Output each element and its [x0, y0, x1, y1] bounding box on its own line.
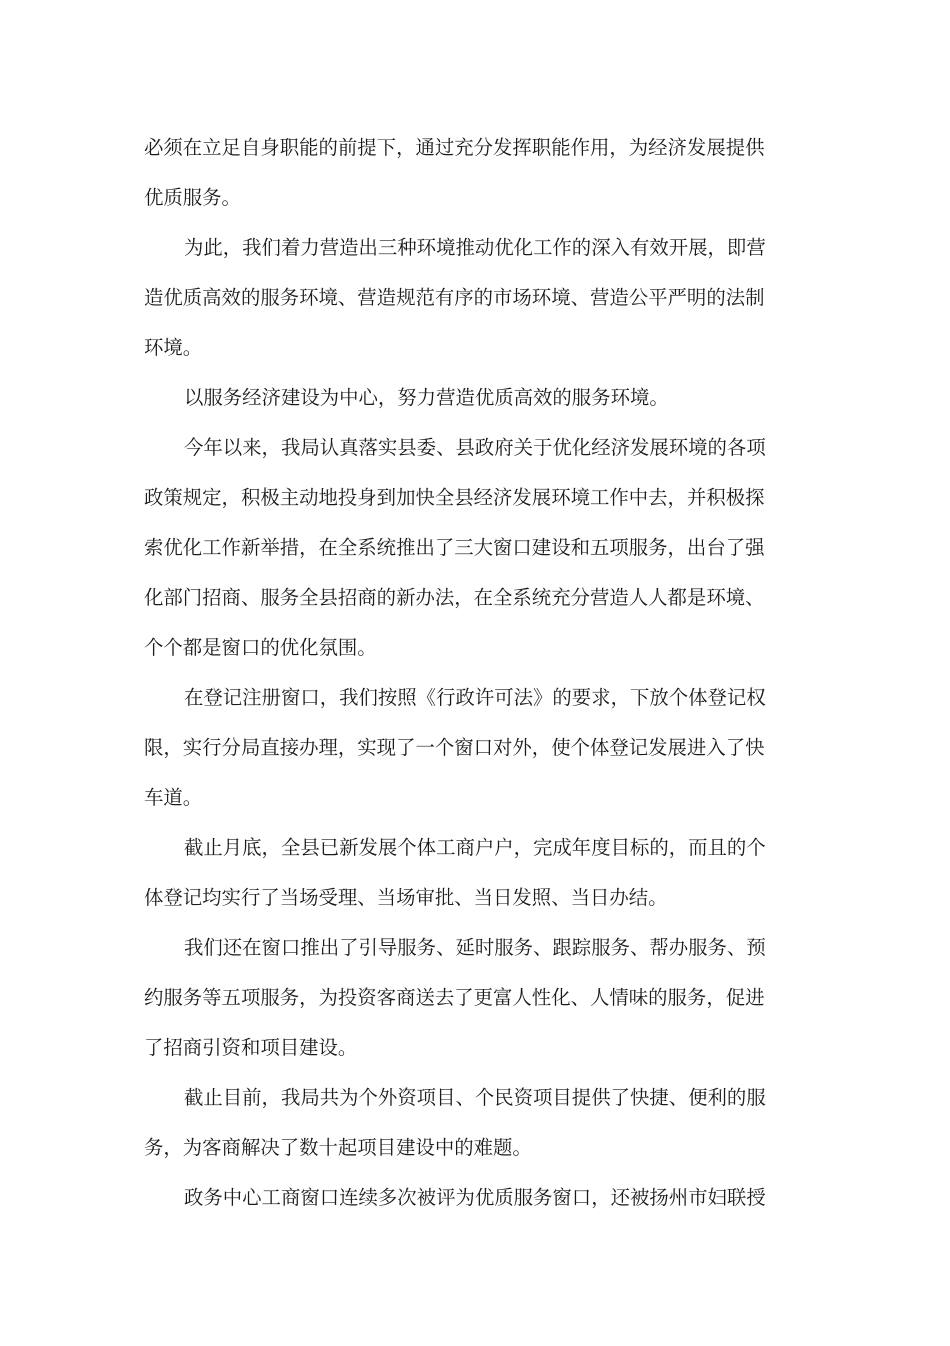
document-body [144, 123, 766, 1223]
paragraph [144, 923, 766, 1073]
paragraph [144, 823, 766, 923]
paragraph [144, 423, 766, 673]
text-line: 截止目前，我局共为个外资项目、个民资项目提供了快捷、便利的服 [184, 1086, 766, 1109]
text-line: 必须在立足自身职能的前提下，通过充分发挥职能作用，为经济发展提供 [144, 136, 765, 159]
text-line: 政务中心工商窗口连续多次被评为优质服务窗口，还被扬州市妇联授 [184, 1186, 766, 1209]
text-line: 在登记注册窗口，我们按照《行政许可法》的要求，下放个体登记权 [184, 686, 766, 709]
text-line: 车道。 [144, 786, 203, 809]
text-line: 优质服务。 [144, 186, 241, 209]
text-line: 造优质高效的服务环境、营造规范有序的市场环境、营造公平严明的法制 [144, 286, 765, 309]
paragraph [144, 223, 766, 373]
text-line: 限，实行分局直接办理，实现了一个窗口对外，使个体登记发展进入了快 [144, 736, 765, 759]
text-line: 索优化工作新举措，在全系统推出了三大窗口建设和五项服务，出台了强 [144, 536, 765, 559]
text-line: 为此，我们着力营造出三种环境推动优化工作的深入有效开展，即营 [184, 236, 766, 259]
paragraph [144, 1173, 766, 1223]
text-line: 约服务等五项服务，为投资客商送去了更富人性化、人情味的服务，促进 [144, 986, 765, 1009]
text-line: 以服务经济建设为中心，努力营造优质高效的服务环境。 [184, 386, 669, 409]
text-line: 个个都是窗口的优化氛围。 [144, 636, 377, 659]
paragraph [144, 673, 766, 823]
paragraph [144, 1073, 766, 1173]
paragraph [144, 373, 766, 423]
text-line: 务，为客商解决了数十起项目建设中的难题。 [144, 1136, 532, 1159]
text-line: 截止月底，全县已新发展个体工商户户，完成年度目标的，而且的个 [184, 836, 766, 859]
text-line: 体登记均实行了当场受理、当场审批、当日发照、当日办结。 [144, 886, 668, 909]
text-line: 我们还在窗口推出了引导服务、延时服务、跟踪服务、帮办服务、预 [184, 936, 766, 959]
text-line: 政策规定，积极主动地投身到加快全县经济发展环境工作中去，并积极探 [144, 486, 765, 509]
paragraph [144, 123, 766, 223]
text-line: 环境。 [144, 336, 203, 359]
text-line: 了招商引资和项目建设。 [144, 1036, 358, 1059]
text-line: 今年以来，我局认真落实县委、县政府关于优化经济发展环境的各项 [184, 436, 766, 459]
text-line: 化部门招商、服务全县招商的新办法，在全系统充分营造人人都是环境、 [144, 586, 765, 609]
